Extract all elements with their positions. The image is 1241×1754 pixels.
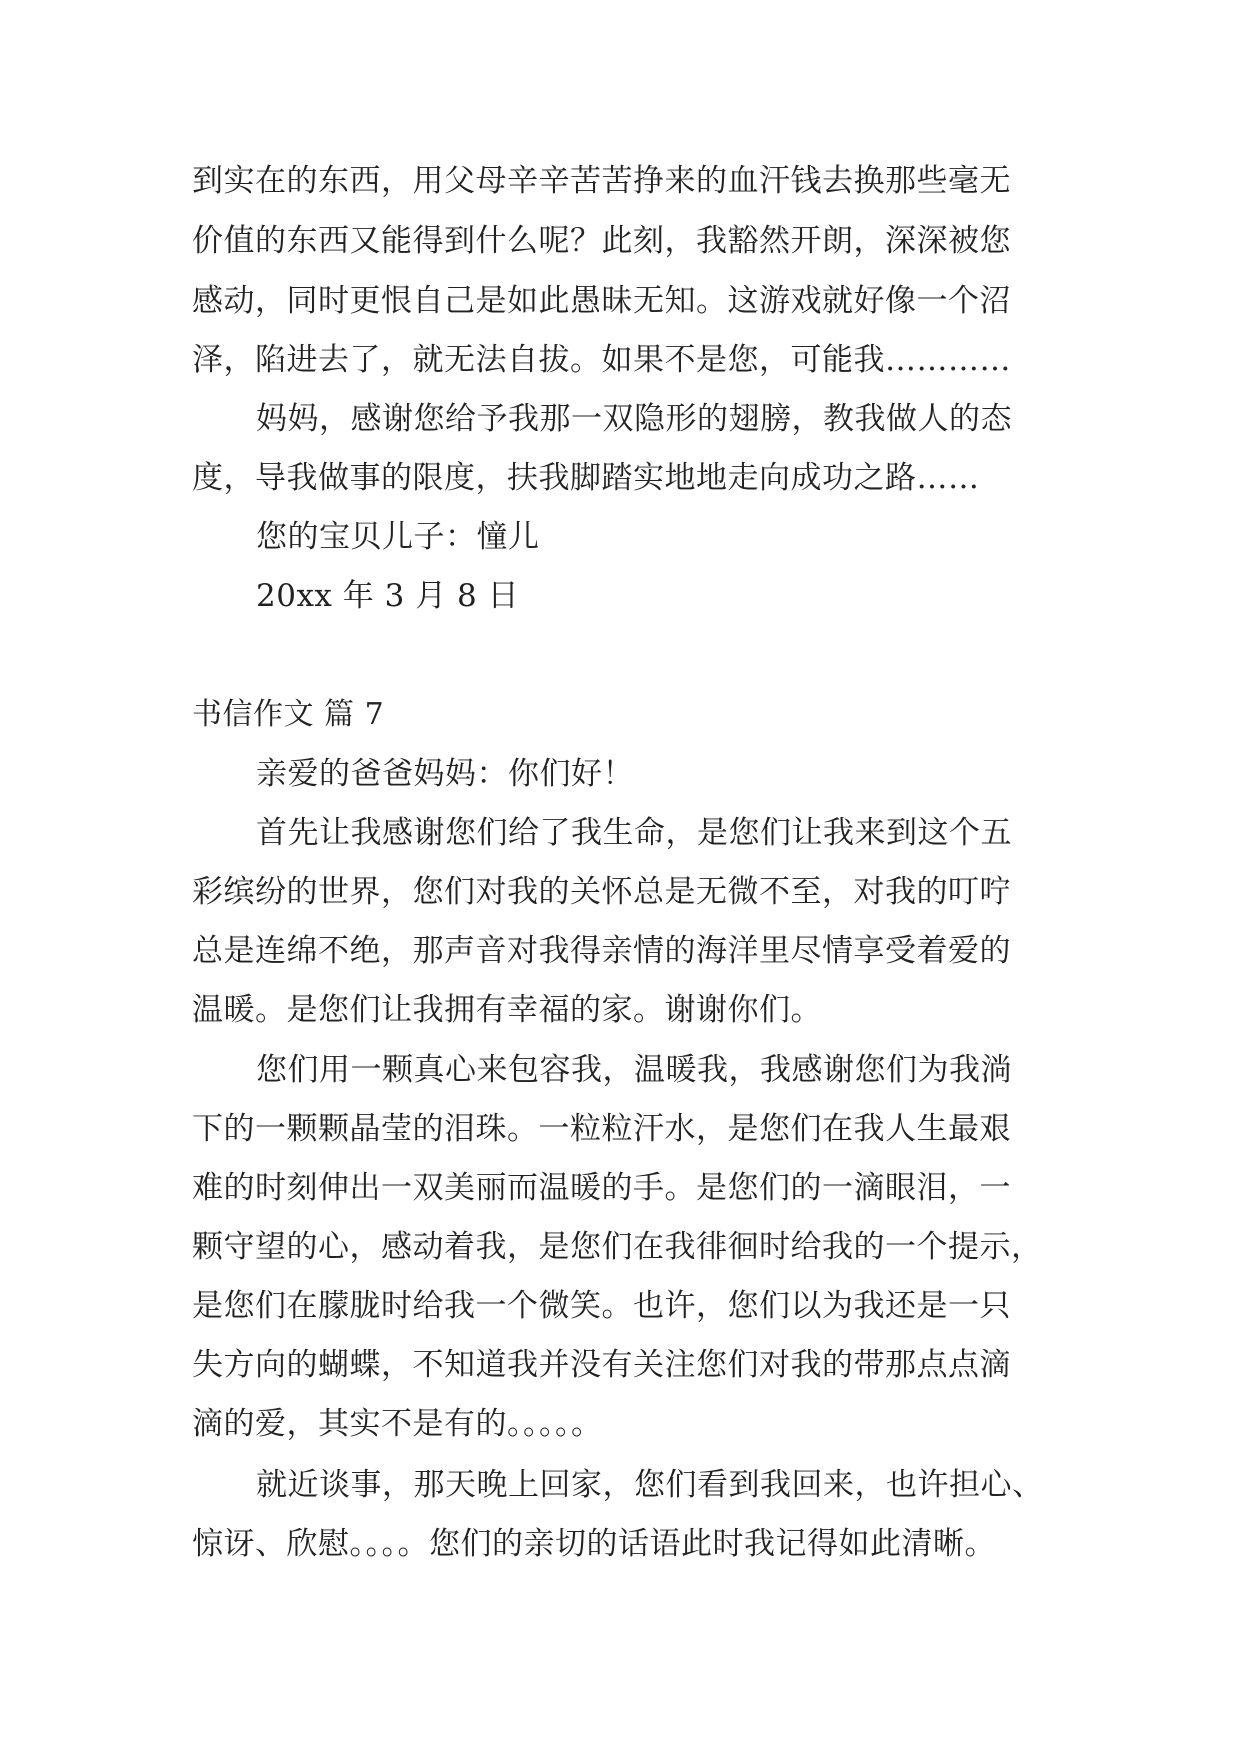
paragraph-line: 难的时刻伸出一双美丽而温暖的手。是您们的一滴眼泪，一 xyxy=(192,1170,1011,1206)
paragraph-line: 颗守望的心，感动着我，是您们在我徘徊时给我的一个提示， xyxy=(192,1229,1043,1265)
paragraph-line: 失方向的蝴蝶，不知道我并没有关注您们对我的带那点点滴 xyxy=(192,1347,1011,1383)
paragraph-line: 到实在的东西，用父母辛辛苦苦挣来的血汗钱去换那些毫无 xyxy=(192,163,1011,199)
paragraph-line: 彩缤纷的世界，您们对我的关怀总是无微不至，对我的叮咛 xyxy=(192,874,1011,910)
paragraph-line: 温暖。是您们让我拥有幸福的家。谢谢你们。 xyxy=(192,992,822,1028)
section-heading: 书信作文 篇 7 xyxy=(192,697,385,732)
paragraph-line: 价值的东西又能得到什么呢？此刻，我豁然开朗，深深被您 xyxy=(192,223,1011,259)
paragraph-line: 滴的爱，其实不是有的。。。。。 xyxy=(192,1406,603,1442)
paragraph-line: 首先让我感谢您们给了我生命，是您们让我来到这个五 xyxy=(256,815,1012,851)
greeting-line: 亲爱的爸爸妈妈：你们好！ xyxy=(256,756,634,792)
paragraph-line: 妈妈，感谢您给予我那一双隐形的翅膀，教我做人的态 xyxy=(256,401,1012,437)
paragraph-line: 下的一颗颗晶莹的泪珠。一粒粒汗水，是您们在我人生最艰 xyxy=(192,1111,1011,1147)
paragraph-line: 您们用一颗真心来包容我，温暖我，我感谢您们为我淌 xyxy=(256,1052,1012,1088)
signature-line: 您的宝贝儿子：憧儿 xyxy=(256,519,540,555)
date-line: 20xx 年 3 月 8 日 xyxy=(256,578,520,614)
paragraph-line: 泽，陷进去了，就无法自拔。如果不是您，可能我………… xyxy=(192,342,1011,378)
paragraph-line: 惊讶、欣慰。。。。您们的亲切的话语此时我记得如此清晰。 xyxy=(192,1526,996,1562)
paragraph-line: 总是连绵不绝，那声音对我得亲情的海洋里尽情享受着爱的 xyxy=(192,933,1011,969)
paragraph-line: 就近谈事，那天晚上回家，您们看到我回来，也许担心、 xyxy=(256,1467,1044,1503)
paragraph-line: 是您们在朦胧时给我一个微笑。也许，您们以为我还是一只 xyxy=(192,1288,1011,1324)
paragraph-line: 度，导我做事的限度，扶我脚踏实地地走向成功之路…… xyxy=(192,460,980,496)
paragraph-line: 感动，同时更恨自己是如此愚昧无知。这游戏就好像一个沼 xyxy=(192,283,1011,319)
